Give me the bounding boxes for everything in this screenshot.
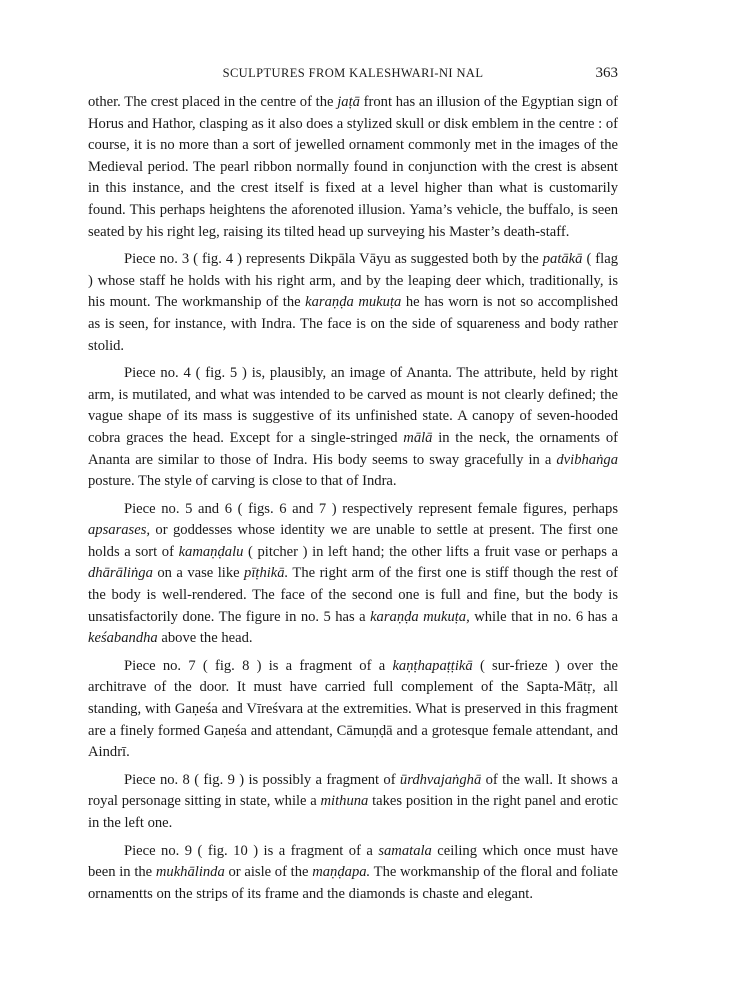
italic-term: mithuna: [320, 793, 369, 810]
text-run: while that in no. 6 has a: [469, 608, 618, 625]
text-run: in the neck, the ornaments of Ananta are similar to those of Indra. His body seems to sway gracefully in a: [88, 429, 618, 468]
italic-term: jaṭā: [337, 94, 360, 110]
italic-term: pīṭhikā.: [244, 565, 289, 582]
italic-term: kaṇṭhapaṭṭikā: [392, 657, 473, 674]
italic-term: maṇḍapa.: [312, 864, 371, 881]
text-run: ( sur-frieze ) over the architrave of the door. It must have carried full complement of the Sapta-Mātṛ, all standing, with Gaṇeśa and Vīreśvara at the extremities. What is preserved in this fragment are a finely formed Gaṇeśa and attendant, Cāmuṇḍā and a grotesque female attendant, and Aindrī.: [88, 657, 618, 761]
text-run: or aisle of the: [224, 864, 313, 881]
text-run: The workmanship of the floral and foliate ornamentts on the strips of its frame and the diamonds is chaste and elegant.: [88, 864, 618, 902]
text-run: Piece no. 4 ( fig. 5 ) is, plausibly, an image of Ananta. The attribute, held by right arm, is mutilated, and what was intended to be carved as mount is not clearly defined; the vague shape of its mass is suggestive of its unfinished state. A canopy of seven-hooded cobra graces the head. Except for a single-stringed: [88, 365, 618, 446]
text-run: takes position in the right panel and erotic in the left one.: [88, 793, 618, 831]
italic-term: mālā: [403, 429, 433, 446]
text-run: ceiling which once must have been in the: [88, 842, 618, 881]
paragraph-3: [88, 363, 618, 493]
italic-term: kamaṇḍalu: [178, 543, 244, 560]
text-run: posture. The style of carving is close to that of Indra.: [88, 473, 397, 490]
italic-term: apsarases,: [88, 522, 151, 539]
text-run: Piece no. 7 ( fig. 8 ) is a fragment of a: [124, 657, 393, 674]
italic-term: karaṇḍa mukuṭa: [305, 294, 402, 311]
text-run: ( flag ) whose staff he holds with his right arm, and by the leaping deer which, traditionally, is his mount. The workmanship of the: [88, 251, 618, 311]
text-run: Piece no. 9 ( fig. 10 ) is a fragment of a: [124, 842, 379, 859]
paragraph-7: [88, 841, 618, 906]
text-run: other. The crest placed in the centre of the: [88, 94, 338, 110]
paragraph-4: [88, 499, 618, 650]
page-number: 363: [595, 65, 618, 81]
text-run: The right arm of the first one is stiff though the rest of the body is well-rendered. The face of the second one is full and fine, but the body is unsatisfactorily done. The figure in no. 5 has a: [88, 565, 618, 625]
italic-term: samatala: [378, 842, 432, 859]
italic-term: mukhālinda: [155, 864, 225, 881]
italic-term: keśabandha: [88, 630, 158, 647]
body-text: [88, 92, 618, 911]
text-run: on a vase like: [152, 565, 245, 582]
page-header: [88, 62, 618, 84]
text-run: he has worn is not so accomplished as is seen, for instance, with Indra. The face is on the side of squareness and body rather stolid.: [88, 294, 618, 354]
text-run: ( pitcher ) in left hand; the other lifts a fruit vase or perhaps a: [243, 543, 618, 560]
italic-term: karaṇḍa mukuṭa,: [370, 608, 470, 625]
paragraph-2: [88, 249, 618, 357]
italic-term: patākā: [542, 251, 583, 268]
text-run: Piece no. 5 and 6 ( figs. 6 and 7 ) respectively represent female figures, perhaps: [124, 500, 618, 517]
paragraph-5: [88, 656, 618, 764]
paragraph-1: [88, 92, 618, 243]
italic-term: dhārāliṅga: [88, 565, 153, 582]
text-run: front has an illusion of the Egyptian sign of Horus and Hathor, clasping as it also does a stylized skull or disk emblem in the centre : of course, it is no more than a sort of jewelled ornament commonly met in the images of the Medieval period. The pearl ribbon normally found in conjunction with the crest is absent in this instance, and the crest itself is fixed at a level higher than what is customarily found. This perhaps heightens the aforenoted illusion. Yama’s vehicle, the buffalo, is seen seated by his right leg, raising its tilted head up surveying his Master’s death-staff.: [88, 94, 618, 240]
text-run: or goddesses whose identity we are unable to settle at present. The first one holds a sort of: [88, 522, 618, 560]
text-run: Piece no. 8 ( fig. 9 ) is possibly a fragment of: [124, 771, 400, 788]
running-head: SCULPTURES FROM KALESHWARI-NI NAL: [222, 66, 484, 80]
paragraph-6: [88, 770, 618, 835]
italic-term: dvibhaṅga: [556, 451, 618, 468]
text-run: of the wall. It shows a royal personage sitting in state, while a: [88, 771, 618, 810]
italic-term: ūrdhvajaṅghā: [399, 771, 482, 788]
text-run: above the head.: [157, 630, 253, 647]
text-run: Piece no. 3 ( fig. 4 ) represents Dikpāla Vāyu as suggested both by the: [124, 251, 543, 268]
